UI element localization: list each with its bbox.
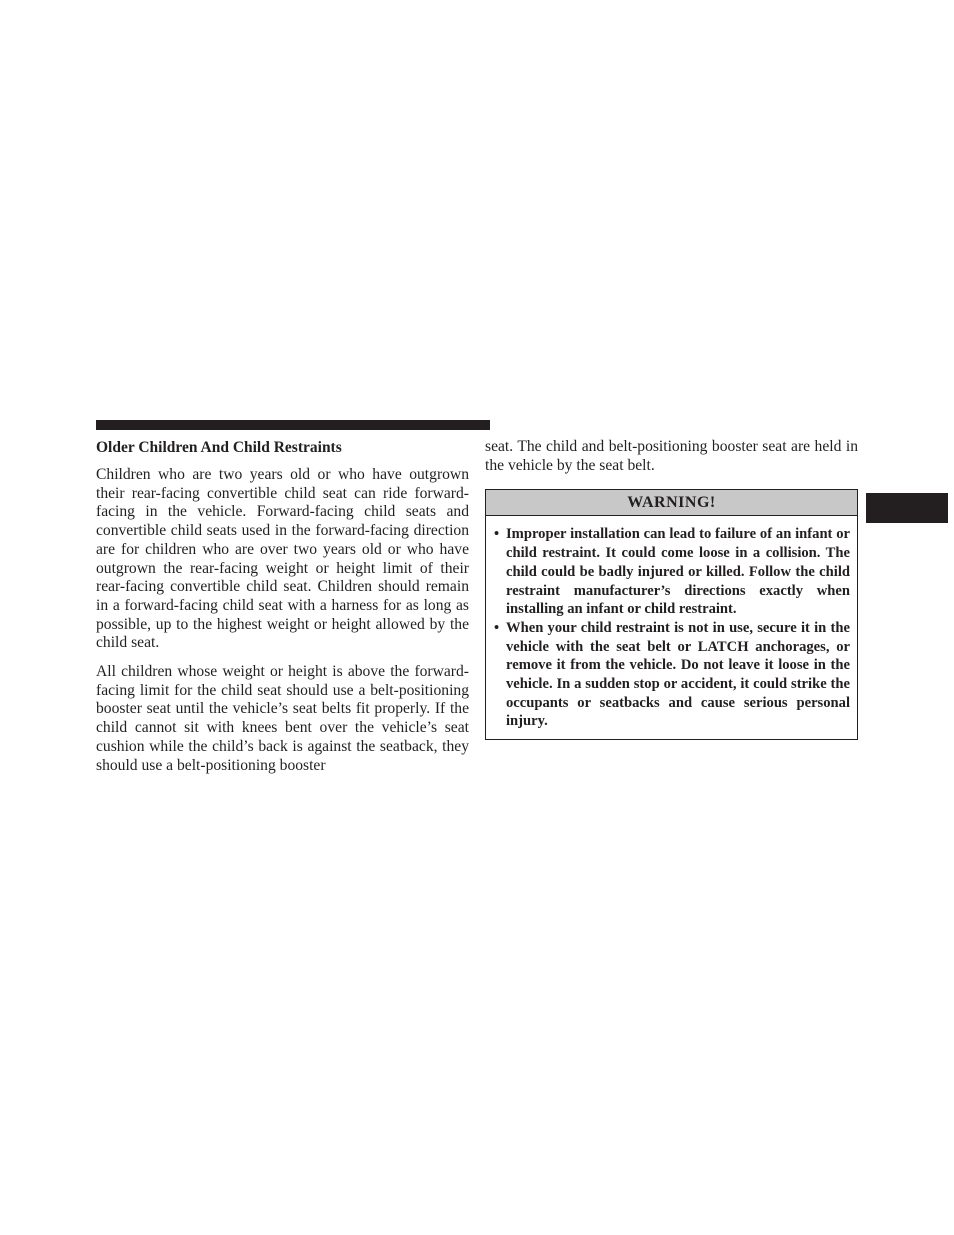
bullet-icon: • bbox=[494, 526, 500, 543]
bullet-icon: • bbox=[494, 619, 500, 636]
warning-item-text: Improper installation can lead to failure of an infant or child restraint. It could come loose in a collision. The child could be badly injured or killed. Follow the child restraint manufacturer’s directions exactly when installing an infant or child restraint. bbox=[506, 526, 850, 618]
section-heading: Older Children And Child Restraints bbox=[96, 439, 342, 456]
paragraph-booster-seat-continued: seat. The child and belt-positioning booster seat are held in the vehicle by the seat belt. bbox=[485, 438, 858, 474]
warning-title: WARNING! bbox=[486, 490, 857, 516]
warning-item-installation bbox=[494, 525, 850, 619]
paragraph-booster-seat-start: All children whose weight or height is above the forward-facing limit for the child seat should use a belt-positioning booster seat until the vehicle’s seat belts fit properly. If the child cannot sit with knees bent over the vehicle’s seat cushion while the child’s back is against the seatback, they should use a belt-positioning booster bbox=[96, 663, 469, 774]
warning-item-not-in-use bbox=[494, 619, 850, 731]
chapter-tab-marker bbox=[866, 493, 948, 523]
paragraph-booster-seat bbox=[96, 663, 469, 775]
section-top-rule bbox=[96, 420, 490, 430]
warning-list bbox=[486, 516, 857, 739]
warning-box bbox=[485, 489, 858, 740]
warning-item-text: When your child restraint is not in use, secure it in the vehicle with the seat belt or LATCH anchorages, or remove it from the vehicle. Do not leave it loose in the vehicle. In a sudden stop or accident, it could strike the occupants or seatbacks and cause serious personal injury. bbox=[506, 619, 850, 730]
paragraph-forward-facing: Children who are two years old or who have outgrown their rear-facing convertible child seat can ride forward-facing in the vehicle. Forward-facing child seats and convertible child seats used in the forward-facing direction are for children who are over two years old or who have outgrown the rear-facing weight or height limit of their rear-facing convertible child seat. Children should remain in a forward-facing child seat with a harness for as long as possible, up to the highest weight or height allowed by the child seat. bbox=[96, 466, 469, 652]
left-column bbox=[96, 438, 469, 785]
right-column bbox=[485, 438, 858, 740]
